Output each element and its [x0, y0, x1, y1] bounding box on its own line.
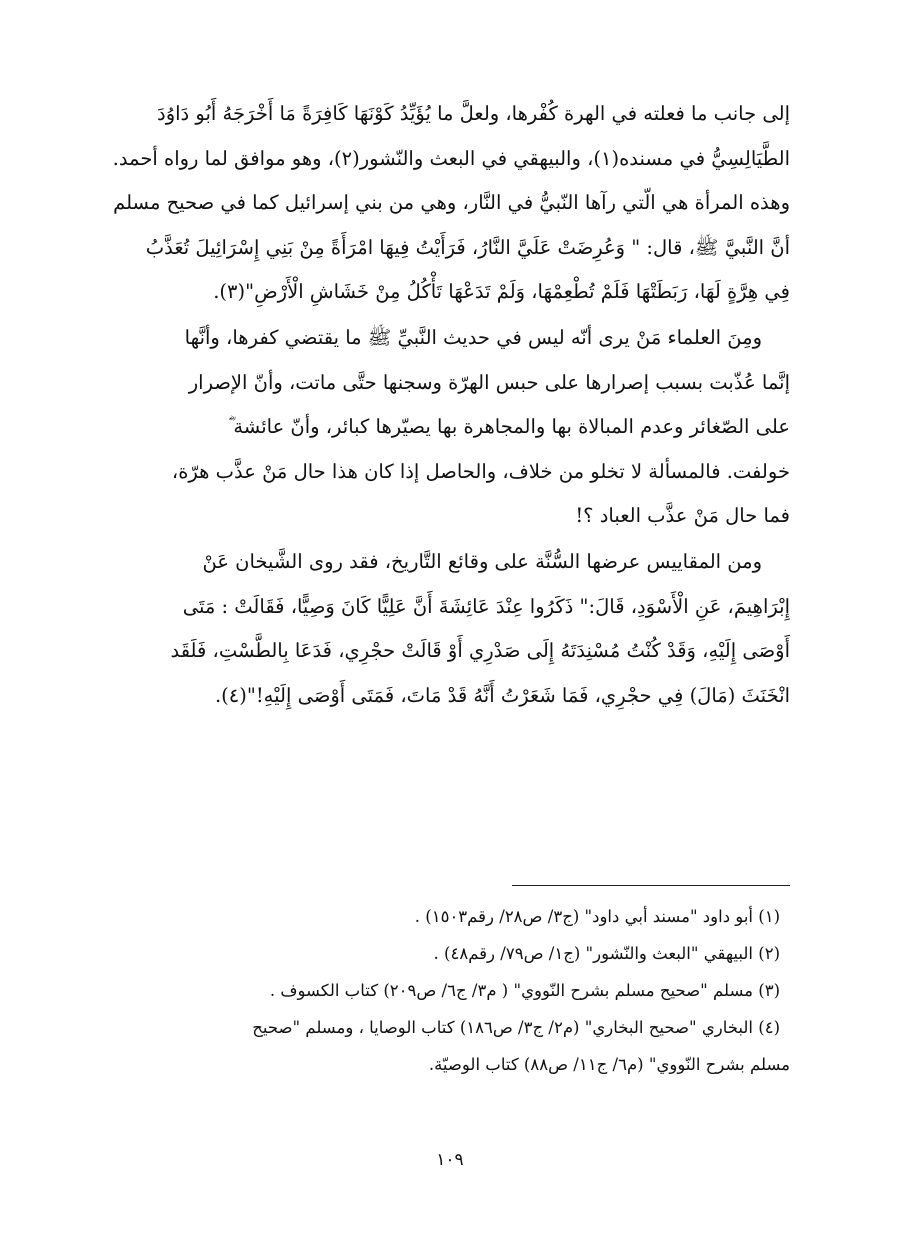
- paragraph-3: [90, 540, 790, 718]
- text-line: فما حال مَنْ عذَّب العباد ؟!: [575, 504, 790, 528]
- footnote-4-line: مسلم بشرح النّووي" (م٦/ ج١١/ ص٨٨) كتاب الوصيّة.: [428, 1055, 790, 1074]
- text-line: ومن المقاييس عرضها السُّنَّة على وقائع التَّاريخ، فقد روى الشَّيخان عَنْ: [202, 549, 762, 573]
- footnote-3: (٣) مسلم "صحيح مسلم بشرح النّووي" ( م٣/ ج٦/ ص٢٠٩) كتاب الكسوف .: [269, 981, 780, 1000]
- text-line: أَوْصَى إِلَيْهِ، وَقَدْ كُنْتُ مُسْنِدَتَهُ إِلَى صَدْرِي أَوْ قَالَتْ حجْرِي، فَدَعَا بِالطَّسْتِ، فَلَقَد: [170, 639, 790, 663]
- text-line: إنَّما عُذّبت بسبب إصرارها على حبس الهرّة وسجنها حتَّى ماتت، وأنّ الإصرار: [188, 370, 790, 394]
- text-line: خولفت. فالمسألة لا تخلو من خلاف، والحاصل إذا كان هذا حال مَنْ عذَّب هرّة،: [171, 459, 790, 483]
- footnote-separator: [512, 885, 790, 886]
- text-line: انْخَنَثَ (مَالَ) فِي حجْرِي، فَمَا شَعَرْتُ أَنَّهُ قَدْ مَاتَ، فَمَتَى أَوْصَى إِلَيْهِ!"(٤).: [214, 683, 790, 707]
- text-line: أنَّ النَّبيَّ ﷺ، قال: " وَعُرِضَتْ عَلَيَّ النَّارُ، فَرَأَيْتُ فِيهَا امْرَأَةً مِنْ بَنِي إِسْرَائِيلَ تُعَذَّبُ: [145, 235, 790, 259]
- text-line: وهذه المرأة هي الّتي رآها النّبيُّ في النَّار، وهي من بني إسرائيل كما في صحيح مسلم: [113, 191, 790, 215]
- footnote-2: (٢) البيهقي "البعث والنّشور" (ج١/ ص٧٩/ رقم٤٨) .: [433, 944, 780, 963]
- text-line: فِي هِرَّةٍ لَهَا، رَبَطَتْهَا فَلَمْ تُطْعِمْهَا، وَلَمْ تَدَعْهَا تَأْكُلُ مِنْ خَشَاشِ الْأَرْضِ"(٣).: [213, 280, 790, 304]
- footnote-4-line: (٤) البخاري "صحيح البخاري" (م٢/ ج٣/ ص١٨٦) كتاب الوصايا ، ومسلم "صحيح: [252, 1018, 780, 1037]
- paragraph-2: [90, 316, 790, 539]
- text-line: إلى جانب ما فعلته في الهرة كُفْرها، ولعلَّ ما يُؤَيِّدُ كَوْنَهَا كَافِرَةً مَا أَخْرَجَهُ أَبُو دَاوُدَ: [157, 102, 790, 125]
- main-text: [90, 92, 790, 718]
- text-line: إِبْرَاهِيمَ، عَنِ الْأَسْوَدِ، قَالَ:" ذَكَرُوا عِنْدَ عَائِشَةَ أَنَّ عَلِيًّا كَانَ وَصِيًّا، فَقَالَتْ : مَتَى: [182, 594, 790, 618]
- text-line: على الصّغائر وعدم المبالاة بها والمجاهرة بها يصيّرها كبائر، وأنّ عائشة ؓ: [228, 415, 790, 439]
- footnotes: [90, 898, 790, 1083]
- page-number: ١٠٩: [436, 1150, 464, 1170]
- footnote-4: [90, 1009, 790, 1083]
- text-line: الطَّيَالِسِيُّ في مسنده(١)، والبيهقي في البعث والنّشور(٢)، وهو موافق لما رواه أحمد.: [112, 146, 790, 170]
- text-line: ومِنَ العلماء مَنْ يرى أنّه ليس في حديث النَّبيِّ ﷺ ما يقتضي كفرها، وأنَّها: [184, 325, 762, 349]
- footnote-1: (١) أبو داود "مسند أبي داود" (ج٣/ ص٢٨/ رقم١٥٠٣) .: [414, 907, 780, 926]
- paragraph-1: [90, 92, 790, 315]
